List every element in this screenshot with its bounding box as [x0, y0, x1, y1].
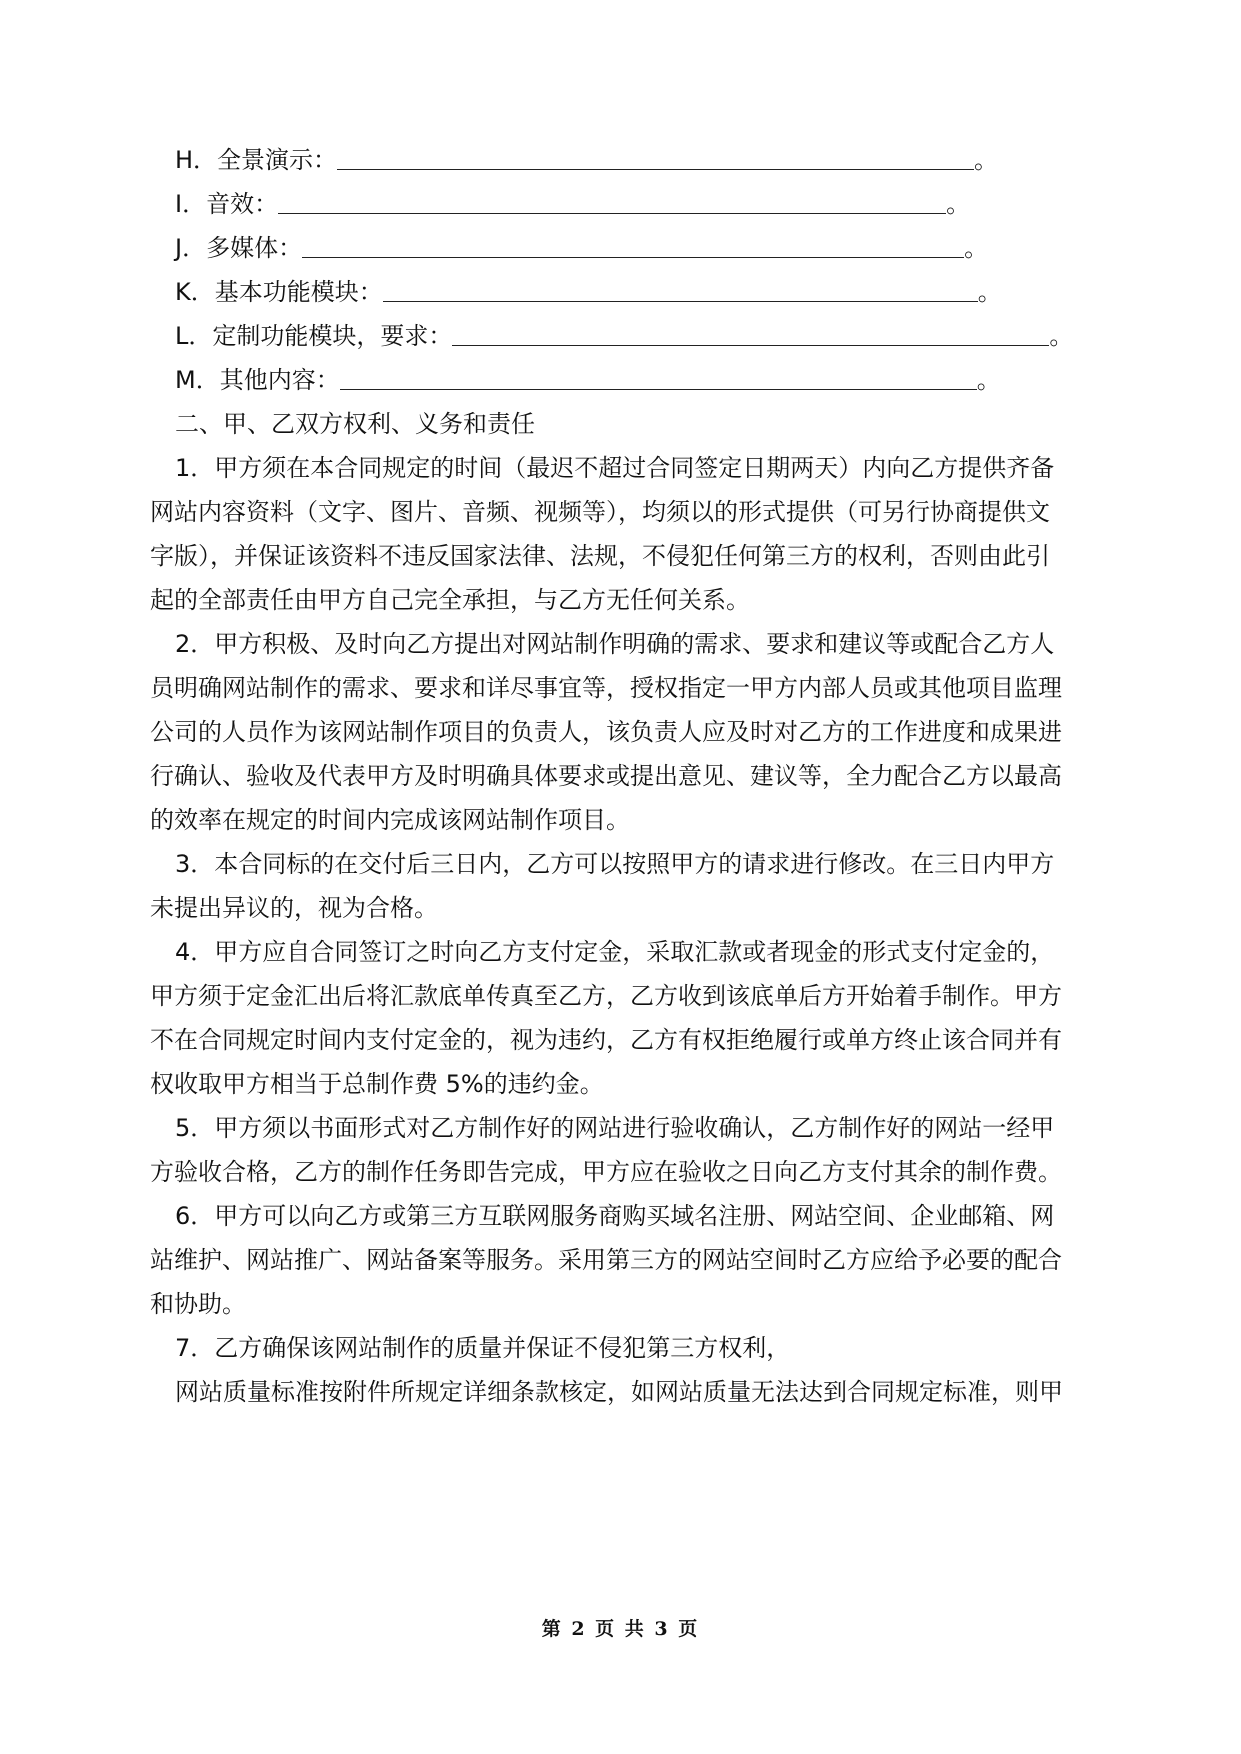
paragraph-line: 2．甲方积极、及时向乙方提出对网站制作明确的需求、要求和建议等或配合乙方人 — [175, 630, 1055, 658]
blank-line — [278, 191, 946, 214]
paragraph-line: 方验收合格，乙方的制作任务即告完成，甲方应在验收之日向乙方支付其余的制作费。 — [150, 1158, 1062, 1186]
field-label: J．多媒体： — [175, 234, 303, 262]
paragraph-line: 员明确网站制作的需求、要求和详尽事宜等，授权指定一甲方内部人员或其他项目监理 — [150, 674, 1062, 702]
paragraph-line: 未提出异议的，视为合格。 — [150, 894, 438, 922]
blank-line — [337, 147, 974, 170]
paragraph-line: 5．甲方须以书面形式对乙方制作好的网站进行验收确认，乙方制作好的网站一经甲 — [175, 1114, 1055, 1142]
field-l: L．定制功能模块，要求： 。 — [175, 322, 1074, 350]
page-footer: 第 2 页 共 3 页 — [541, 1618, 700, 1640]
paragraph-line: 3．本合同标的在交付后三日内，乙方可以按照甲方的请求进行修改。在三日内甲方 — [175, 850, 1055, 878]
paragraph-line: 不在合同规定时间内支付定金的，视为违约，乙方有权拒绝履行或单方终止该合同并有 — [150, 1026, 1062, 1054]
paragraph-line: 7．乙方确保该网站制作的质量并保证不侵犯第三方权利， — [175, 1334, 791, 1362]
field-k: K．基本功能模块： 。 — [175, 278, 1002, 306]
field-label: H．全景演示： — [175, 146, 338, 174]
field-j: J．多媒体： 。 — [175, 234, 989, 262]
blank-line — [383, 279, 978, 302]
paragraph-line: 起的全部责任由甲方自己完全承担，与乙方无任何关系。 — [150, 586, 750, 614]
field-h: H．全景演示： 。 — [175, 146, 999, 174]
paragraph-line: 6．甲方可以向乙方或第三方互联网服务商购买域名注册、网站空间、企业邮箱、网 — [175, 1202, 1055, 1230]
field-label: I．音效： — [175, 190, 279, 218]
field-label: M．其他内容： — [175, 366, 340, 394]
paragraph-line: 和协助。 — [150, 1290, 246, 1318]
blank-line — [452, 323, 1049, 346]
blank-line — [302, 235, 964, 258]
paragraph-line: 甲方须于定金汇出后将汇款底单传真至乙方，乙方收到该底单后方开始着手制作。甲方 — [150, 982, 1062, 1010]
paragraph-line: 网站内容资料（文字、图片、音频、视频等），均须以的形式提供（可另行协商提供文 — [150, 498, 1050, 526]
paragraph-line: 的效率在规定的时间内完成该网站制作项目。 — [150, 806, 630, 834]
section-heading: 二、甲、乙双方权利、义务和责任 — [175, 410, 535, 438]
paragraph-line: 站维护、网站推广、网站备案等服务。采用第三方的网站空间时乙方应给予必要的配合 — [150, 1246, 1062, 1274]
paragraph-line: 行确认、验收及代表甲方及时明确具体要求或提出意见、建议等，全力配合乙方以最高 — [150, 762, 1062, 790]
paragraph-line: 权收取甲方相当于总制作费 5%的违约金。 — [150, 1070, 604, 1098]
paragraph-line: 网站质量标准按附件所规定详细条款核定，如网站质量无法达到合同规定标准，则甲 — [175, 1378, 1063, 1406]
blank-line — [340, 367, 977, 390]
paragraph-line: 公司的人员作为该网站制作项目的负责人，该负责人应及时对乙方的工作进度和成果进 — [150, 718, 1062, 746]
paragraph-line: 4．甲方应自合同签订之时向乙方支付定金，采取汇款或者现金的形式支付定金的， — [175, 938, 1055, 966]
field-label: K．基本功能模块： — [175, 278, 383, 306]
field-i: I．音效： 。 — [175, 190, 971, 218]
paragraph-line: 1．甲方须在本合同规定的时间（最迟不超过合同签定日期两天）内向乙方提供齐备 — [175, 454, 1055, 482]
field-label: L．定制功能模块，要求： — [175, 322, 453, 350]
paragraph-line: 字版），并保证该资料不违反国家法律、法规，不侵犯任何第三方的权利，否则由此引 — [150, 542, 1050, 570]
field-m: M．其他内容： 。 — [175, 366, 1001, 394]
